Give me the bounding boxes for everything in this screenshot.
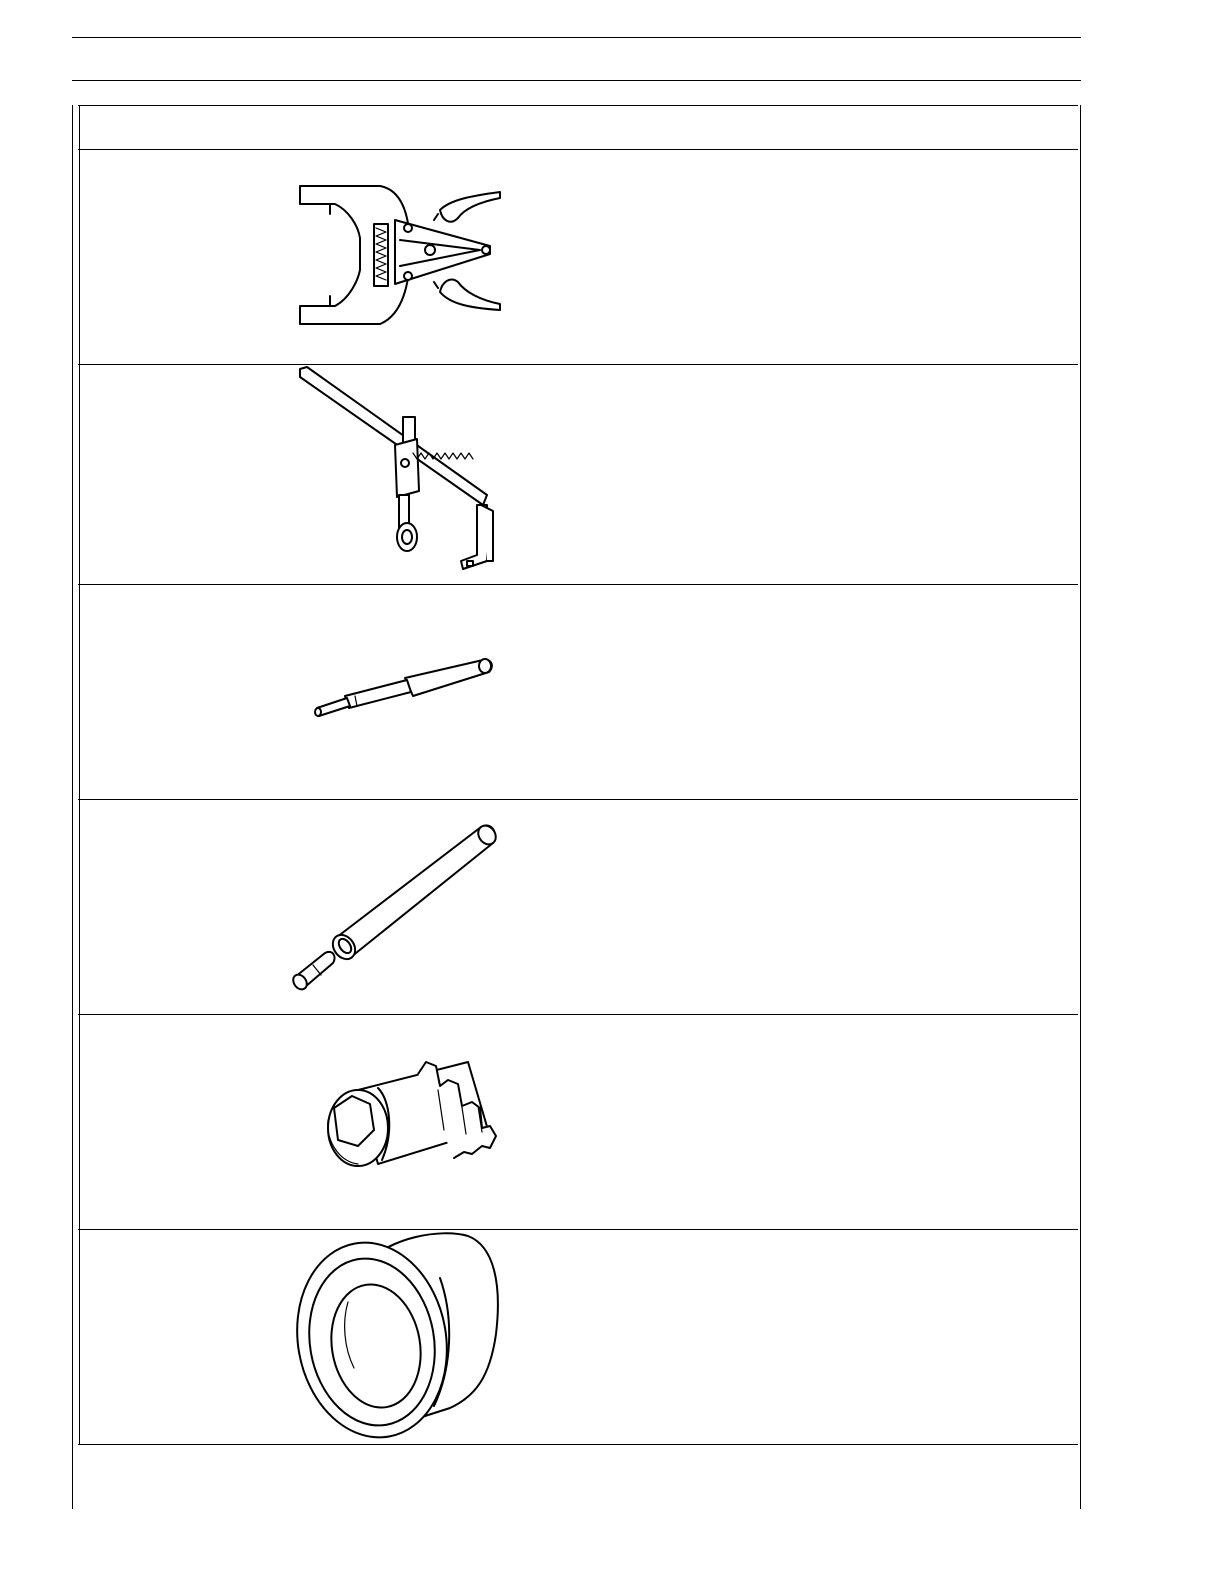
row-divider-1 bbox=[78, 364, 1078, 365]
row-divider-2 bbox=[78, 584, 1078, 585]
table-header-divider bbox=[78, 149, 1078, 150]
row-divider-3 bbox=[78, 799, 1078, 800]
tube-installer-with-plug-illustration bbox=[285, 815, 505, 1000]
table-inner-left-border bbox=[79, 105, 80, 1444]
seal-installer-ring-illustration bbox=[290, 1228, 505, 1443]
row-divider-4 bbox=[78, 1014, 1078, 1015]
header-bottom-rule bbox=[72, 80, 1081, 81]
piston-ring-expander-illustration bbox=[290, 180, 510, 330]
table-right-border bbox=[1080, 105, 1081, 1509]
table-top-border bbox=[78, 105, 1078, 106]
row-divider-5 bbox=[78, 1229, 1078, 1230]
pin-punch-illustration bbox=[305, 650, 505, 730]
splined-socket-adapter-illustration bbox=[298, 1050, 503, 1180]
row-divider-6 bbox=[78, 1444, 1078, 1445]
table-left-border bbox=[72, 105, 73, 1509]
tool-table bbox=[72, 105, 1081, 1509]
header-top-rule bbox=[72, 37, 1081, 38]
ring-gear-puller-illustration bbox=[295, 365, 505, 580]
